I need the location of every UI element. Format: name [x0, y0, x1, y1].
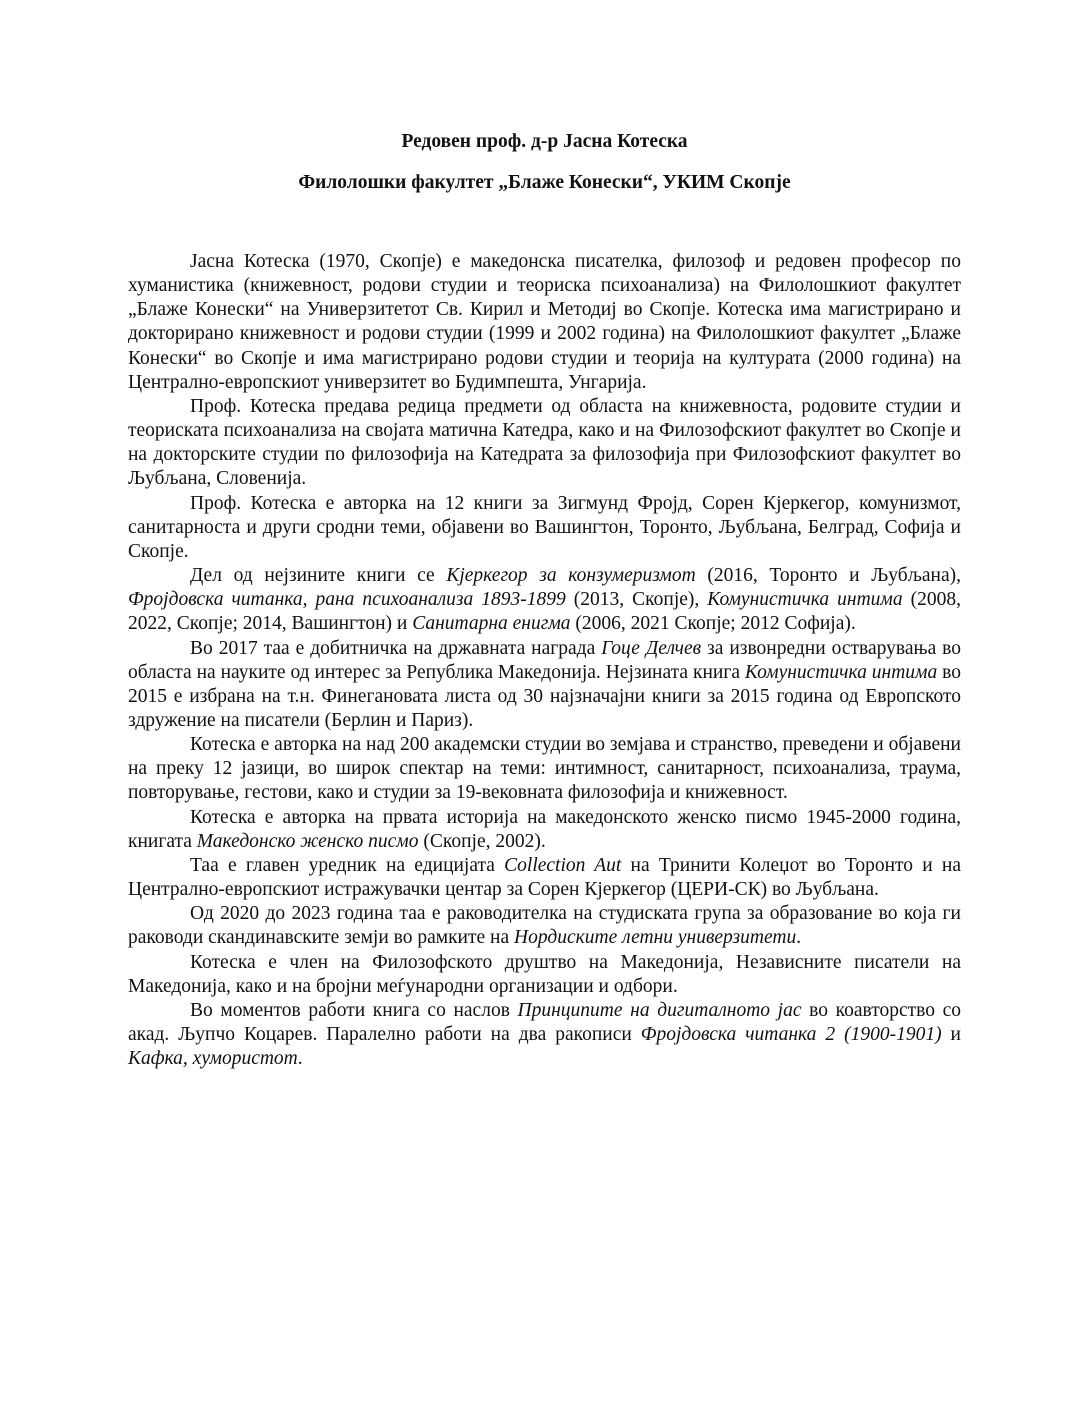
- paragraph-text: (2013, Скопје),: [565, 589, 708, 611]
- paragraph-p7: [128, 806, 961, 854]
- paragraph-p10: [128, 951, 961, 999]
- paragraph-text: (2006, 2021 Скопје; 2012 Софија).: [570, 613, 856, 635]
- italic-title: Фројдовска читанка, рана психоанализа 1893-1899: [128, 589, 566, 611]
- italic-title: Македонско женско писмо: [196, 830, 419, 852]
- italic-title: Collection Aut: [504, 854, 622, 876]
- paragraph-text: за извонредни остварувања во областа на науките од интерес за Република Македонија. Нејзината книга: [128, 637, 961, 683]
- paragraph-text: и: [941, 1024, 961, 1045]
- italic-title: Комунистичка интима: [744, 661, 938, 683]
- paragraph-text: Котеска е авторка на првата историја на македонското женско писмо 1945-2000 година, книгата: [128, 806, 961, 852]
- paragraph-text: (2008, 2022, Скопје; 2014, Вашингтон) и: [128, 589, 961, 635]
- paragraph-p3: [128, 492, 961, 564]
- paragraph-p8: [128, 854, 961, 902]
- paragraph-p9: [128, 902, 961, 950]
- paragraph-p6: [128, 733, 961, 805]
- paragraph-p2: [128, 395, 961, 492]
- italic-title: Гоце Делчев: [601, 637, 702, 659]
- paragraph-text: (2016, Торонто и Љубљана),: [695, 565, 961, 587]
- paragraph-p5: [128, 637, 961, 734]
- paragraph-text: .: [297, 1048, 303, 1070]
- italic-title: Кафка, хумористот: [128, 1048, 298, 1070]
- paragraph-text: Котеска е авторка на над 200 академски студии во земјава и странство, преведени и објавени на преку 12 јазици, во широк спектар на теми: интимност, санитарност, психоанализа, траума, повторување, гестови, како и студии за 19-вековната филозофија и книжевност.: [128, 734, 961, 804]
- paragraph-text: во 2015 е избрана на т.н. Финегановата листа од 30 најзначајни книги за 2015 година од Европското здружение на писатели (Берлин и Париз).: [128, 661, 961, 731]
- biography-body: [128, 250, 961, 1071]
- paragraph-text: Проф. Котеска е авторка на 12 книги за Зигмунд Фројд, Сорен Кјеркегор, комунизмот, санитарноста и други сродни теми, објавени во Вашингтон, Торонто, Љубљана, Белград, Софија и Скопје.: [128, 492, 961, 562]
- paragraph-text: Дел од нејзините книги се: [190, 565, 447, 587]
- paragraph-text: Котеска е член на Филозофското друштво на Македонија, Независните писатели на Македонија, како и на бројни меѓународни организации и одбори.: [128, 951, 961, 997]
- paragraph-text: Таа е главен уредник на едицијата: [190, 854, 505, 876]
- paragraph-text: .: [796, 927, 802, 949]
- italic-title: Фројдовска читанка 2 (1900-1901): [640, 1024, 942, 1045]
- paragraph-text: Проф. Котеска предава редица предмети од областа на книжевноста, родовите студии и теориската психоанализа на својата матична Катедра, како и на Филозофскиот факултет во Скопје и на докторските студии по филозофија на Катедрата за филозофија при Филозофскиот факултет во Љубљана, Словенија.: [128, 395, 961, 490]
- paragraph-text: Од 2020 до 2023 година таа е раководителка на студиската група за образование во која ги раководи скандинавските земји во рамките на: [128, 903, 961, 949]
- paragraph-p1: [128, 250, 961, 395]
- affiliation-heading: Филолошки факултет „Блаже Конески“, УКИМ Скопје: [298, 172, 791, 193]
- italic-title: Санитарна енигма: [412, 613, 571, 635]
- italic-title: Принципите на дигиталното јас: [517, 999, 802, 1021]
- italic-title: Нордиските летни универзитети: [514, 927, 797, 949]
- paragraph-text: во коавторство со акад. Љупчо Коцарев. Паралелно работи на два ракописи: [128, 999, 962, 1045]
- paragraph-p11: [128, 999, 961, 1071]
- paragraph-text: Во моментов работи книга со наслов: [190, 999, 518, 1021]
- italic-title: Комунистичка интима: [707, 589, 903, 611]
- paragraph-text: Јасна Котеска (1970, Скопје) е македонска писателка, филозоф и редовен професор по хуманистика (книжевност, родови студии и теориска психоанализа) на Филолошкиот факултет „Блаже Конески“ на Универзитетот Св. Кирил и Методиј во Скопје. Котеска има магистрирано и докторирано книжевност и родови студии (1999 и 2002 година) на Филолошкиот факултет „Блаже Конески“ во Скопје и има магистрирано родови студии и теорија на културата (2000 година) на Централно-европскиот универзитет во Будимпешта, Унгарија.: [128, 251, 961, 393]
- author-name-heading: Редовен проф. д-р Јасна Котеска: [401, 131, 688, 152]
- paragraph-text: на Тринити Колеџот во Торонто и на Централно-европскиот истражувачки центар за Сорен Кјеркегор (ЦЕРИ-СК) во Љубљана.: [128, 854, 961, 901]
- paragraph-p4: [128, 564, 961, 636]
- paragraph-text: (Скопје, 2002).: [418, 830, 546, 852]
- italic-title: Кјеркегор за конзумеризмот: [446, 565, 696, 587]
- paragraph-text: Во 2017 таа е добитничка на државната награда: [190, 637, 602, 659]
